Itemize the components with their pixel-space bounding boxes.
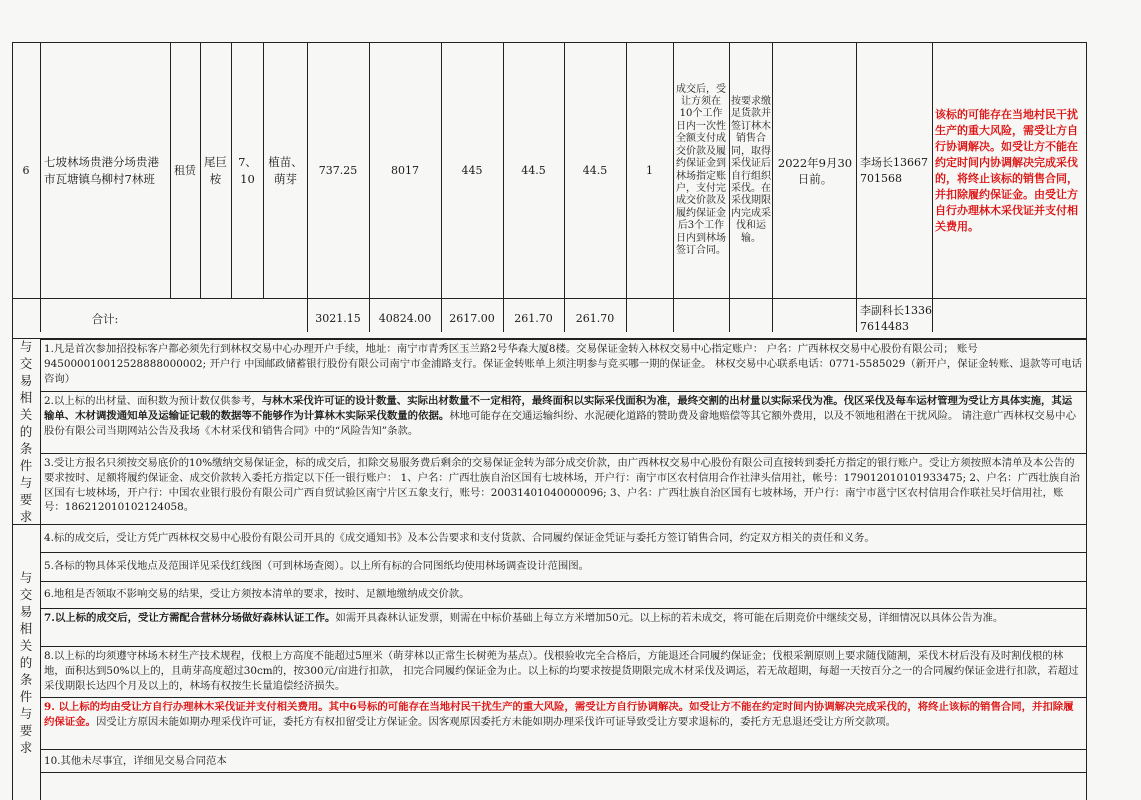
age-cell: 7、10 [238, 154, 257, 186]
total-label: 合计: [91, 311, 119, 326]
condition-1: 1.凡是首次参加招投标客户都必须先行到林权交易中心办理开户手续，地址：南宁市青秀区玉兰路2号华森大厦8楼。交易保证金转入林权交易中心指定账户： 户名：广西林权交易中心股份有限公司； 账号 945000010012528888000002; 开户行 中国邮政储蓄银行股份有限公司南宁市金浦路支行。保证金转账单上须注明参与竞买哪一期的保证金。 林权交易中心联系电话：0771-5585029（新开户，保证金转账、退款等可电话咨询） [40, 339, 1086, 391]
grid-line [673, 42, 674, 332]
total-base-price: 2617.00 [449, 311, 495, 325]
contact-cell: 李场长13667701568 [860, 155, 928, 185]
side-label-2: 与 交 易 相 关 的 条 件 与 要 求 [12, 525, 41, 800]
harvest-terms-cell: 按要求缴足货款并签订林木销售合同，取得采伐证后自行组织采伐。在采伐期限内完成采伐和运输。 [731, 96, 771, 244]
row-number: 6 [22, 163, 30, 177]
grid-line [729, 42, 730, 332]
total-deposit-unit: 261.70 [514, 311, 553, 325]
grid-line [1086, 42, 1087, 800]
condition-4: 4.标的成交后，受让方凭广西林权交易中心股份有限公司开具的《成交通知书》及本公告要求和支付货款、合同履约保证金凭证与委托方签订销售合同，约定双方相关的责任和义务。 [40, 524, 1086, 552]
total-deposit: 261.70 [575, 311, 615, 325]
condition-5: 5.各标的物具体采伐地点及范围详见采伐红线图（可到林场查阅）。以上所有标的合同图纸均使用林场调查设计范围图。 [40, 552, 1086, 581]
species-cell: 尾巨桉 [204, 154, 227, 186]
condition-9: 9. 以上标的均由受让方自行办理林木采伐证并支付相关费用。其中6号标的可能存在当地村民干扰生产的重大风险，需受让方自行协调解决。如受让方不能在约定时间内协调解决完成采伐的，将终止该标的销售合同，并扣除履约保证金。因受让方原因未能如期办理采伐许可证，委托方有权扣留受让方保证金。因客观原因委托方未能如期办理采伐许可证导致受让方要求退标的，委托方无息退还受让方所交款项。 [40, 697, 1086, 749]
condition-8: 8.以上标的均须遵守林场木材生产技术规程，伐根上方高度不能超过5厘米（萌芽林以正常生长树蔸为基点）。伐根验收完全合格后，方能退还合同履约保证金；伐根采割原则上要求随伐随割，采伐木材后没有及时割伐根的林地，面积达到50%以上的，且萌芽高度超过30cm的，按300元/亩进行扣款， 扣完合同履约保证金为止。以上标的均要求按提货期限完成木材采伐及调运，若无故超期，每超一天按百分之一的合同履约保证金进行扣款，若超过采伐期限长达四个月及以上的，林场有权按生长量追偿经济损失。 [40, 646, 1086, 697]
payment-terms-cell: 成交后，受让方须在10个工作日内一次性全额支付成交价款及履约保证金到林场指定账户，支付完成交价款及履约保证金后3个工作日内到林场签订合同。 [676, 83, 726, 256]
grid-line [263, 42, 264, 298]
type-cell: 租赁 [174, 163, 196, 177]
area-cell: 737.25 [318, 163, 358, 177]
volume-cell: 8017 [391, 163, 419, 177]
grid-line [856, 42, 857, 332]
grid-line [231, 42, 232, 298]
condition-2: 2.以上标的出材量、面积数为预计数仅供参考，与林木采伐许可证的设计数量、实际出材数量不一定相符，最终面积以实际采伐面积为准，最终交割的出材量以实际采伐为准。伐区采伐及每车运材管理为受让方具体实施，其运输单、木材调拨通知单及运输证记载的数据等不能够作为计算林木实际采伐数量的依据。林地可能存在交通运输纠纷、水泥硬化道路的赞助费及畲地赔偿等其它额外费用，以及不领地租潜在干扰风险。 请注意广西林权交易中心股份有限公司当期网站公告及我场《木材采伐和销售合同》中的“风险告知”条款。 [40, 391, 1086, 453]
grid-line [200, 42, 201, 298]
deposit-unit-cell: 44.5 [521, 163, 546, 177]
deposit-cell: 44.5 [582, 163, 608, 177]
risk-note-cell: 该标的可能存在当地村民干扰生产的重大风险，需受让方自行协调解决。如受让方不能在约定时间内协调解决完成采伐的，将终止该标的销售合同，并扣除履约保证金。由受让方自行办理林木采伐证并支付相关费用。 [935, 107, 1078, 233]
total-volume: 40824.00 [378, 311, 432, 325]
base-price-cell: 445 [461, 163, 483, 177]
deadline-cell: 2022年9月30日前。 [777, 155, 853, 186]
total-contact: 李副科长13367614483 [860, 303, 932, 333]
condition-10: 10.其他未尽事宜，详细见交易合同范本 [40, 749, 1086, 773]
grid-line [40, 42, 41, 332]
side-label-1: 与 交 易 相 关 的 条 件 与 要 求 [12, 339, 41, 524]
condition-6: 6.地租是否领取不影响交易的结果，受让方须按本清单的要求，按时、足额地缴纳成交价款。 [40, 581, 1086, 608]
step-cell: 1 [646, 163, 653, 177]
grid-line [772, 42, 773, 332]
grid-line [932, 42, 933, 332]
origin-cell: 植苗、萌芽 [268, 154, 303, 186]
condition-3: 3.受让方报名只须按交易底价的10%缴纳交易保证金，标的成交后，扣除交易服务费后剩余的交易保证金转为部分成交价款，由广西林权交易中心股份有限公司直接转到委托方指定的银行账户。受让方须按照本清单及本公告的要求按时、足额将履约保证金、成交价款转入委托方指定以下任一银行账户： 1、户名：广西壮族自治区国有七坡林场，开户行：南宁市区农村信用合作社津头信用社，帐号：179012010101933475; 2、户名：广西壮族自治区国有七坡林场，开户行：中国农业银行股份有限公司广西自贸试验区南宁片区五象支行，账号：20031401040000096; 3、户名：广西壮族自治区国有七坡林场，开户行：南宁市邕宁区农村信用合作联社吴圩信用社，账号：186212010102124058。 [40, 453, 1086, 524]
total-area: 3021.15 [315, 311, 361, 325]
condition-7: 7.以上标的成交后，受让方需配合营林分场做好森林认证工作。如需开具森林认证发票，则需在中标价基础上每立方米增加50元。以上标的若未成交，将可能在后期竞价中继续交易，详细情况以具体公告为准。 [40, 608, 1086, 646]
location-cell: 七坡林场贵港分场贵港市瓦塘镇乌柳村7林班 [44, 154, 159, 186]
